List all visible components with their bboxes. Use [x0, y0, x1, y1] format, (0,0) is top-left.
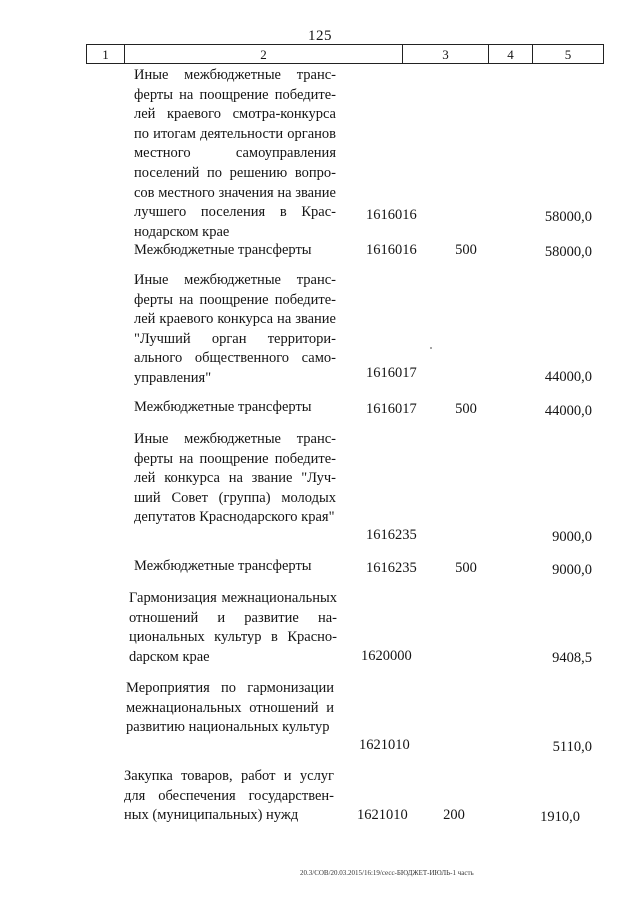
- scan-speck: [430, 347, 432, 349]
- table-column-header: [86, 44, 604, 64]
- row-amount: 58000,0: [544, 244, 592, 260]
- row-group: 500: [455, 401, 477, 417]
- row-amount: 5110,0: [552, 739, 592, 755]
- page-number: 125: [308, 28, 332, 44]
- column-header-5: 5: [564, 47, 572, 62]
- column-header-1: 1: [87, 45, 125, 63]
- row-amount: 1910,0: [540, 809, 580, 825]
- row-code: 1616016: [366, 207, 417, 223]
- row-code: 1616016: [366, 242, 417, 258]
- row-code: 1616235: [366, 527, 417, 543]
- row-description: Иные межбюджетные трансферты на поощрение победителей конкурса на звание "Лучший Совет (группа) молодых депутатов Краснодарского края": [134, 431, 336, 526]
- column-header-3: 3: [403, 45, 489, 63]
- row-group: 500: [455, 560, 477, 576]
- row-description: Межбюджетные трансферты: [134, 399, 312, 415]
- row-amount: 58000,0: [544, 209, 592, 225]
- row-code: 1616235: [366, 560, 417, 576]
- row-group: 500: [455, 242, 477, 258]
- row-amount: 9000,0: [552, 562, 592, 578]
- row-code: 1621010: [359, 737, 410, 753]
- row-description: Иные межбюджетные трансферты на поощрение победителей краевого конкурса на звание "Лучший орган территориального общественного самоуправления": [134, 272, 336, 386]
- row-amount: 9408,5: [552, 650, 592, 666]
- row-amount: 44000,0: [544, 403, 592, 419]
- row-description: Гармонизация межнациональных отношений и развитие национальных культур в Красноdарском крае: [129, 590, 337, 665]
- row-amount: 9000,0: [552, 529, 592, 545]
- row-description: Мероприятия по гармонизации межнациональных отношений и развитию национальных культур: [126, 680, 334, 736]
- row-code: 1616017: [366, 365, 417, 381]
- row-amount: 44000,0: [544, 369, 592, 385]
- row-code: 1616017: [366, 401, 417, 417]
- footer-file-reference: 20.3/СОВ/20.03.2015/16:19/сесс-БЮДЖЕТ-ИЮЛЬ-1 часть: [300, 869, 474, 877]
- row-description: Межбюджетные трансферты: [134, 558, 312, 574]
- column-header-4: 4: [489, 45, 533, 63]
- column-header-2: 2: [125, 45, 403, 63]
- row-code: 1620000: [361, 648, 412, 664]
- row-code: 1621010: [357, 807, 408, 823]
- row-description: Закупка товаров, работ и услуг для обеспечения государственных (муниципальных) нужд: [124, 768, 334, 824]
- row-group: 200: [443, 807, 465, 823]
- row-description: Иные межбюджетные трансферты на поощрение победителей краевого смотра-конкурса по итогам деятельности органов местного самоуправления поселений по решению вопросов местного значения на звание лучшего поселения в Краснодарском крае: [134, 67, 336, 240]
- row-description: Межбюджетные трансферты: [134, 242, 312, 258]
